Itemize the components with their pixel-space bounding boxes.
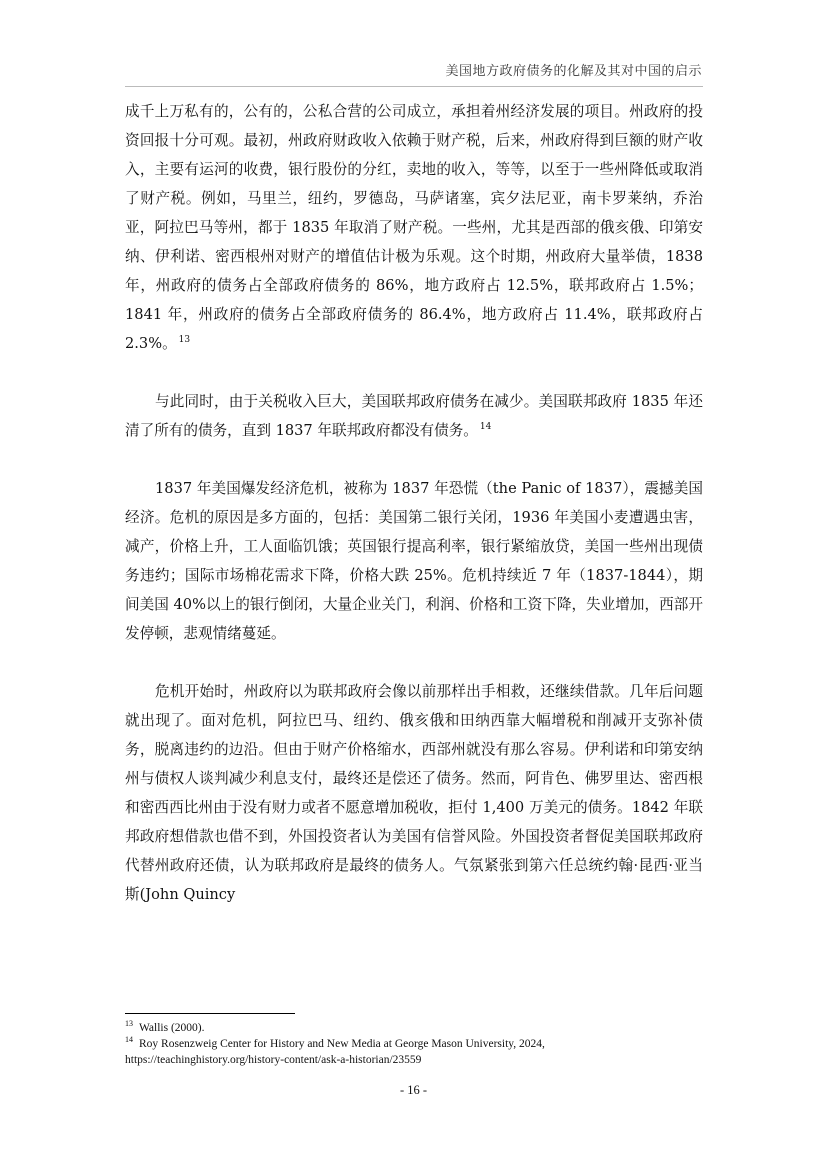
paragraph-4: [125, 677, 703, 909]
footnote-text: Wallis (2000).: [139, 1022, 205, 1034]
header-divider: [125, 86, 703, 87]
footnote-ref-13[interactable]: 13: [178, 335, 191, 346]
body-text: [125, 97, 703, 938]
footnote-number: 13: [125, 1019, 133, 1029]
paragraph-2: [125, 387, 703, 445]
paragraph-1-text: 成千上万私有的，公有的，公私合营的公司成立，承担着州经济发展的项目。州政府的投资回报十分可观。最初，州政府财政收入依赖于财产税，后来，州政府得到巨额的财产收入，主要有运河的收费，银行股份的分红，卖地的收入，等等，以至于一些州降低或取消了财产税。例如，马里兰，纽约，罗德岛，马萨诸塞，宾夕法尼亚，南卡罗莱纳，乔治亚，阿拉巴马等州，都于 1835 年取消了财产税。一些州，尤其是西部的俄亥俄、印第安纳、伊利诺、密西根州对财产的增值估计极为乐观。这个时期，州政府大量举债，1838 年，州政府的债务占全部政府债务的 86%，地方政府占 12.5%，联邦政府占 1.5%；1841 年，州政府的债务占全部政府债务的 86.4%，地方政府占 11.4%，联邦政府占 2.3%。: [125, 103, 703, 352]
page-number: - 16 -: [399, 1083, 428, 1097]
footnote-text: Roy Rosenzweig Center for History and New Media at George Mason University, 2024,: [139, 1038, 545, 1050]
paragraph-4-text: 危机开始时，州政府以为联邦政府会像以前那样出手相救，还继续借款。几年后问题就出现了。面对危机，阿拉巴马、纽约、俄亥俄和田纳西靠大幅增税和削减开支弥补债务，脱离违约的边沿。但由于财产价格缩水，西部州就没有那么容易。伊利诺和印第安纳州与债权人谈判减少利息支付，最终还是偿还了债务。然而，阿肯色、佛罗里达、密西根和密西西比州由于没有财力或者不愿意增加税收，拒付 1,400 万美元的债务。1842 年联邦政府想借款也借不到，外国投资者认为美国有信誉风险。外国投资者督促美国联邦政府代替州政府还债，认为联邦政府是最终的债务人。气氛紧张到第六任总统约翰·昆西·亚当斯(John Quincy: [125, 683, 703, 903]
footnote-13: [125, 1020, 703, 1036]
footnote-14: [125, 1036, 703, 1052]
paragraph-3: [125, 474, 703, 648]
footnote-divider: [125, 1013, 295, 1014]
footnotes: [125, 1020, 703, 1068]
paragraph-2-text: 与此同时，由于关税收入巨大，美国联邦政府债务在减少。美国联邦政府 1835 年还清了所有的债务，直到 1837 年联邦政府都没有债务。: [125, 393, 703, 439]
footnote-number: 14: [125, 1035, 133, 1045]
footnote-ref-14[interactable]: 14: [479, 422, 492, 433]
paragraph-1: [125, 97, 703, 358]
footnote-url[interactable]: https://teachinghistory.org/history-content/ask-a-historian/23559: [125, 1054, 422, 1066]
footnote-14-link[interactable]: [125, 1052, 703, 1068]
running-header: 美国地方政府债务的化解及其对中国的启示: [445, 64, 702, 79]
paragraph-3-text: 1837 年美国爆发经济危机，被称为 1837 年恐慌（the Panic of 1837），震撼美国经济。危机的原因是多方面的，包括：美国第二银行关闭，1936 年美国小麦遭遇虫害，减产，价格上升，工人面临饥饿；英国银行提高利率，银行紧缩放贷，美国一些州出现债务违约；国际市场棉花需求下降，价格大跌 25%。危机持续近 7 年（1837-1844），期间美国 40%以上的银行倒闭，大量企业关门，利润、价格和工资下降，失业增加，西部开发停顿，悲观情绪蔓延。: [125, 480, 703, 642]
